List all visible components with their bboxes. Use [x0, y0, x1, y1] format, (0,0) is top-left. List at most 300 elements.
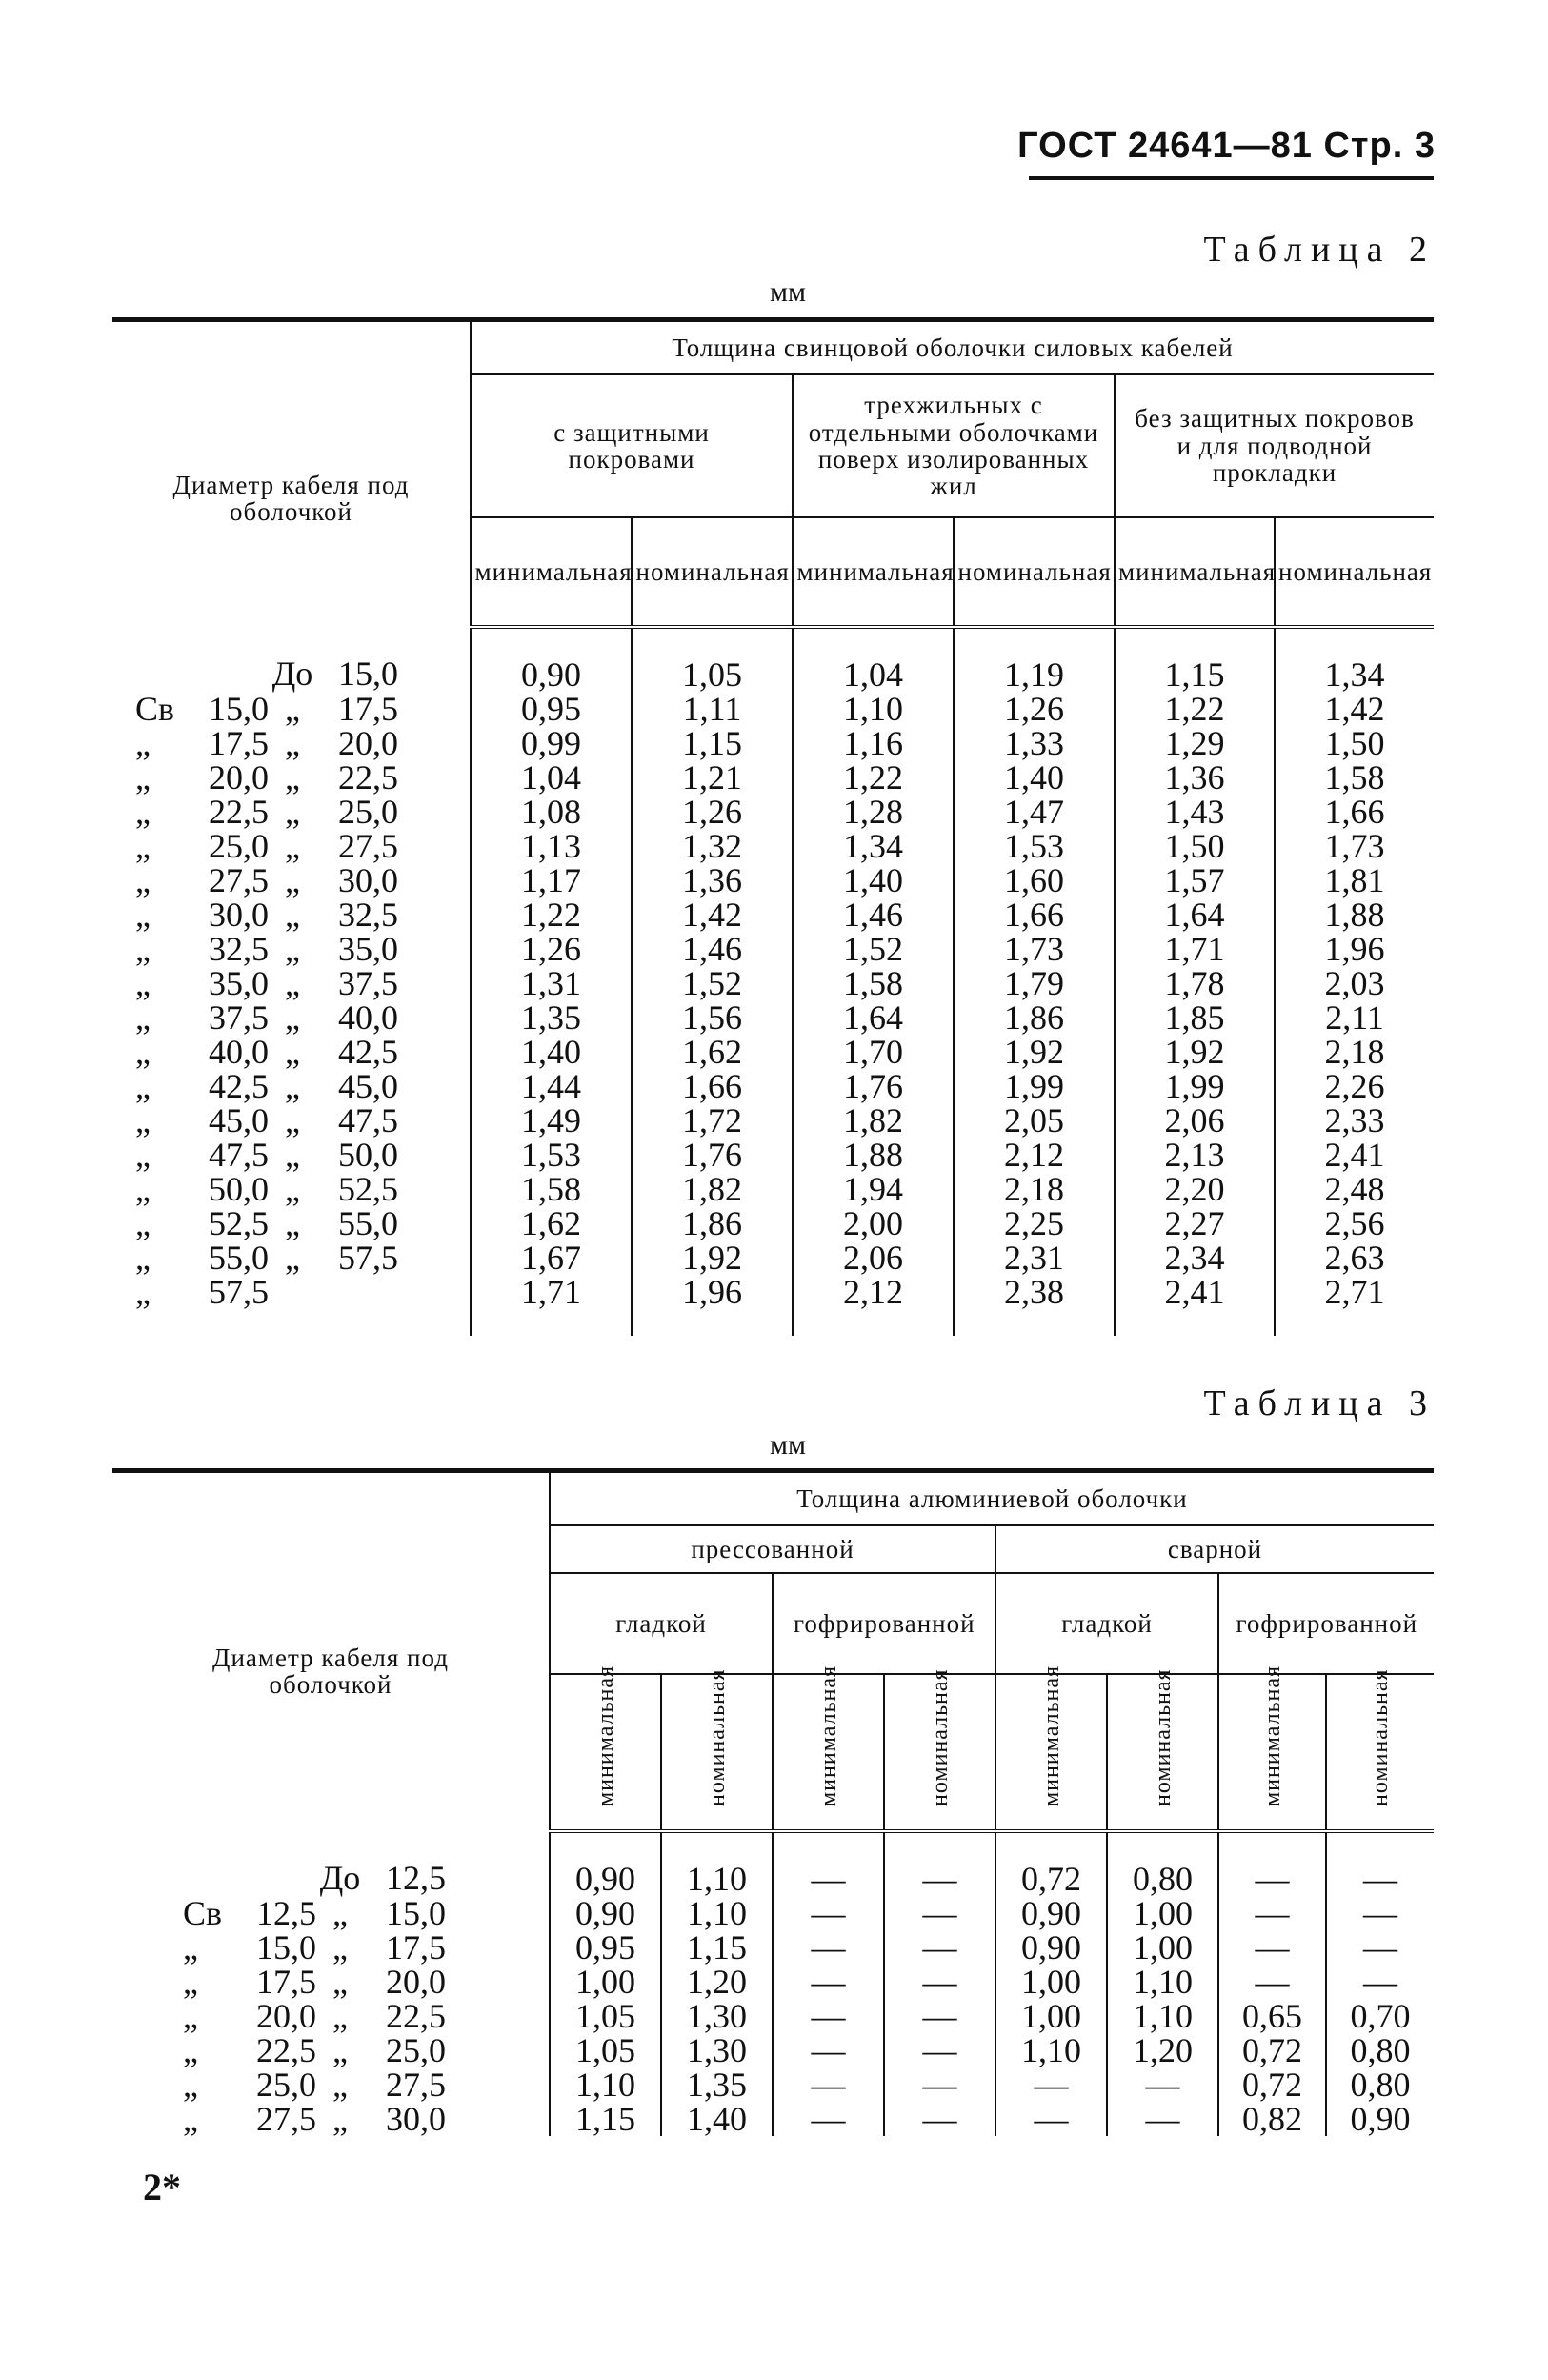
value-cell: 2,41 [1275, 1138, 1434, 1172]
value-cell: 1,33 [954, 726, 1115, 760]
diameter-b: 27,5 [338, 827, 398, 865]
table2-col-nom: номинальная [632, 517, 793, 627]
diameter-pfx: „ [183, 1963, 198, 2001]
value-cell: 1,71 [1115, 932, 1275, 966]
diameter-b: 15,0 [338, 655, 398, 693]
diameter-cell [112, 2033, 550, 2067]
value-cell: 1,05 [632, 627, 793, 692]
diameter-m: До [271, 655, 313, 693]
diameter-a: 27,5 [209, 861, 269, 899]
diameter-a: 22,5 [256, 2031, 316, 2069]
value-cell: 1,29 [1115, 726, 1275, 760]
table2 [112, 317, 1434, 1336]
table3-pressed-smooth: гладкой [550, 1573, 773, 1674]
value-cell: 2,03 [1275, 966, 1434, 1000]
value-cell: 1,10 [661, 1831, 773, 1896]
value-cell: 1,30 [661, 2033, 773, 2067]
value-cell: — [1218, 1831, 1326, 1896]
value-cell: 1,52 [632, 966, 793, 1000]
value-cell: 1,99 [1115, 1069, 1275, 1103]
table-row [112, 1103, 1434, 1138]
value-cell: 1,50 [1275, 726, 1434, 760]
diameter-cell [112, 1275, 471, 1336]
value-cell: 1,81 [1275, 863, 1434, 898]
value-cell: 1,22 [793, 760, 954, 795]
header-rule [1029, 176, 1434, 180]
value-cell: 1,35 [471, 1000, 632, 1035]
diameter-cell [112, 1930, 550, 1965]
value-cell: 1,56 [632, 1000, 793, 1035]
diameter-a: 25,0 [209, 827, 269, 865]
diameter-b: 30,0 [338, 861, 398, 899]
diameter-pfx: „ [135, 1067, 151, 1105]
diameter-b: 45,0 [338, 1067, 398, 1105]
value-cell: 1,46 [793, 898, 954, 932]
value-cell: 0,90 [550, 1831, 661, 1896]
value-cell: 1,42 [1275, 692, 1434, 726]
value-cell: 0,80 [1326, 2067, 1434, 2102]
diameter-m: „ [285, 998, 300, 1037]
value-cell: 1,66 [1275, 795, 1434, 829]
value-cell: — [1218, 1896, 1326, 1930]
diameter-m: „ [285, 930, 300, 968]
value-cell: — [773, 2033, 884, 2067]
value-cell: — [884, 1896, 995, 1930]
value-cell: — [884, 1999, 995, 2033]
value-cell: 1,15 [550, 2102, 661, 2136]
diameter-a: 42,5 [209, 1067, 269, 1105]
value-cell: 1,92 [1115, 1035, 1275, 1069]
value-cell: — [995, 2067, 1107, 2102]
value-cell: 2,34 [1115, 1240, 1275, 1275]
value-cell: 1,17 [471, 863, 632, 898]
value-cell: 1,62 [471, 1206, 632, 1240]
diameter-b: 22,5 [338, 758, 398, 797]
diameter-a: 15,0 [256, 1928, 316, 1967]
diameter-a: 15,0 [209, 690, 269, 728]
table-row [112, 1930, 1434, 1965]
table3-pressed-header: прессованной [550, 1525, 995, 1573]
value-cell: — [1326, 1930, 1434, 1965]
value-cell: 1,10 [1107, 1999, 1218, 2033]
value-cell: 1,19 [954, 627, 1115, 692]
diameter-cell [112, 795, 471, 829]
table2-subgroup-no-protection: без защитных покровов и для подводной прокладки [1115, 374, 1434, 517]
diameter-b: 20,0 [386, 1963, 446, 2001]
diameter-m: „ [285, 793, 300, 831]
value-cell: 1,10 [995, 2033, 1107, 2067]
value-cell: 1,60 [954, 863, 1115, 898]
diameter-pfx: „ [183, 1997, 198, 2035]
value-cell: 2,06 [793, 1240, 954, 1275]
value-cell: 1,00 [1107, 1896, 1218, 1930]
diameter-a: 35,0 [209, 964, 269, 1002]
diameter-cell [112, 1103, 471, 1138]
value-cell: 1,86 [632, 1206, 793, 1240]
table2-col-min: минимальная [793, 517, 954, 627]
value-cell: 1,31 [471, 966, 632, 1000]
value-cell: 2,06 [1115, 1103, 1275, 1138]
value-cell: 0,90 [471, 627, 632, 692]
value-cell: 1,66 [954, 898, 1115, 932]
value-cell: 1,58 [1275, 760, 1434, 795]
diameter-cell [112, 1831, 550, 1896]
diameter-cell [112, 1965, 550, 1999]
value-cell: 1,66 [632, 1069, 793, 1103]
diameter-pfx: „ [135, 1273, 151, 1311]
table-row [112, 1999, 1434, 2033]
value-cell: 0,82 [1218, 2102, 1326, 2136]
diameter-b: 15,0 [386, 1894, 446, 1932]
table2-caption: Таблица 2 [1203, 230, 1436, 270]
value-cell: 2,13 [1115, 1138, 1275, 1172]
diameter-m: „ [285, 1033, 300, 1071]
diameter-pfx: „ [135, 1239, 151, 1277]
diameter-b: 37,5 [338, 964, 398, 1002]
value-cell: 2,33 [1275, 1103, 1434, 1138]
value-cell: 0,72 [1218, 2033, 1326, 2067]
value-cell: 1,11 [632, 692, 793, 726]
value-cell: 1,28 [793, 795, 954, 829]
diameter-a: 37,5 [209, 998, 269, 1037]
diameter-m: „ [285, 896, 300, 934]
value-cell: 1,00 [995, 1999, 1107, 2033]
value-cell: 1,50 [1115, 829, 1275, 863]
value-cell: 1,00 [550, 1965, 661, 1999]
value-cell: — [884, 1930, 995, 1965]
value-cell: 1,26 [632, 795, 793, 829]
table-row [112, 1240, 1434, 1275]
table3-welded-corrugated: гофрированной [1218, 1573, 1434, 1674]
value-cell: 1,49 [471, 1103, 632, 1138]
value-cell: 0,90 [1326, 2102, 1434, 2136]
page-number: 2* [143, 2166, 181, 2209]
table3-col-nom: номинальная [884, 1674, 995, 1831]
value-cell: 1,76 [632, 1138, 793, 1172]
value-cell: — [773, 1999, 884, 2033]
table2-col-min: минимальная [471, 517, 632, 627]
value-cell: 1,99 [954, 1069, 1115, 1103]
diameter-b: 25,0 [338, 793, 398, 831]
value-cell: — [773, 1896, 884, 1930]
value-cell: 1,42 [632, 898, 793, 932]
table3-col-min: минимальная [1218, 1674, 1326, 1831]
diameter-pfx: „ [183, 2100, 198, 2138]
diameter-a: 12,5 [256, 1894, 316, 1932]
diameter-cell [112, 1138, 471, 1172]
table3-col-min: минимальная [995, 1674, 1107, 1831]
diameter-m: До [319, 1859, 361, 1897]
diameter-m: „ [285, 1239, 300, 1277]
diameter-pfx: „ [135, 930, 151, 968]
diameter-pfx: „ [135, 896, 151, 934]
value-cell: 1,43 [1115, 795, 1275, 829]
value-cell: 2,41 [1115, 1275, 1275, 1336]
diameter-b: 52,5 [338, 1170, 398, 1208]
value-cell: 1,00 [1107, 1930, 1218, 1965]
value-cell: 2,38 [954, 1275, 1115, 1336]
value-cell: 1,10 [661, 1896, 773, 1930]
diameter-pfx: „ [135, 793, 151, 831]
diameter-b: 20,0 [338, 724, 398, 762]
value-cell: 2,31 [954, 1240, 1115, 1275]
diameter-cell [112, 966, 471, 1000]
value-cell: — [1326, 1965, 1434, 1999]
diameter-a: 45,0 [209, 1101, 269, 1140]
value-cell: 2,26 [1275, 1069, 1434, 1103]
value-cell: 1,62 [632, 1035, 793, 1069]
value-cell: — [884, 1965, 995, 1999]
diameter-b: 12,5 [386, 1859, 446, 1897]
value-cell: 1,21 [632, 760, 793, 795]
value-cell: — [1326, 1831, 1434, 1896]
table-row [112, 1138, 1434, 1172]
diameter-cell [112, 692, 471, 726]
value-cell: 1,32 [632, 829, 793, 863]
diameter-a: 50,0 [209, 1170, 269, 1208]
value-cell: 1,79 [954, 966, 1115, 1000]
value-cell: 1,52 [793, 932, 954, 966]
value-cell: 1,26 [954, 692, 1115, 726]
diameter-a: 20,0 [256, 1997, 316, 2035]
value-cell: 1,10 [550, 2067, 661, 2102]
value-cell: 1,34 [1275, 627, 1434, 692]
diameter-cell [112, 2102, 550, 2136]
table3-col-min: минимальная [550, 1674, 661, 1831]
value-cell: 1,40 [954, 760, 1115, 795]
diameter-m: „ [285, 1067, 300, 1105]
value-cell: 1,76 [793, 1069, 954, 1103]
value-cell: 1,86 [954, 1000, 1115, 1035]
table-row [112, 1206, 1434, 1240]
value-cell: 2,18 [1275, 1035, 1434, 1069]
diameter-m: „ [332, 1963, 348, 2001]
value-cell: 0,95 [471, 692, 632, 726]
value-cell: — [1107, 2102, 1218, 2136]
value-cell: 1,71 [471, 1275, 632, 1336]
diameter-m: „ [285, 1136, 300, 1174]
value-cell: 1,96 [1275, 932, 1434, 966]
table-row [112, 1172, 1434, 1206]
page-header: ГОСТ 24641—81 Стр. 3 [1017, 126, 1436, 166]
value-cell: 2,11 [1275, 1000, 1434, 1035]
value-cell: 1,64 [793, 1000, 954, 1035]
diameter-cell [112, 760, 471, 795]
diameter-a: 55,0 [209, 1239, 269, 1277]
value-cell: 1,92 [954, 1035, 1115, 1069]
value-cell: 1,30 [661, 1999, 773, 2033]
value-cell: 2,18 [954, 1172, 1115, 1206]
diameter-m: „ [285, 690, 300, 728]
value-cell: — [773, 1930, 884, 1965]
value-cell: 2,48 [1275, 1172, 1434, 1206]
value-cell: — [1326, 1896, 1434, 1930]
diameter-cell [112, 1896, 550, 1930]
value-cell: 1,47 [954, 795, 1115, 829]
table3-col-nom: номинальная [661, 1674, 773, 1831]
value-cell: 1,10 [793, 692, 954, 726]
value-cell: 0,72 [1218, 2067, 1326, 2102]
table-row [112, 795, 1434, 829]
value-cell: 1,53 [471, 1138, 632, 1172]
diameter-pfx: „ [135, 998, 151, 1037]
value-cell: — [773, 2067, 884, 2102]
table-row [112, 829, 1434, 863]
value-cell: 1,22 [1115, 692, 1275, 726]
value-cell: 2,20 [1115, 1172, 1275, 1206]
value-cell: 1,05 [550, 2033, 661, 2067]
diameter-m: „ [332, 2066, 348, 2104]
table3-col-min: минимальная [773, 1674, 884, 1831]
diameter-b: 50,0 [338, 1136, 398, 1174]
diameter-m: „ [332, 2031, 348, 2069]
table2-group-header: Толщина свинцовой оболочки силовых кабелей [471, 320, 1434, 375]
table2-col-min: минимальная [1115, 517, 1275, 627]
diameter-cell [112, 1999, 550, 2033]
diameter-b: 30,0 [386, 2100, 446, 2138]
value-cell: 1,73 [1275, 829, 1434, 863]
table-row [112, 863, 1434, 898]
diameter-m: „ [332, 2100, 348, 2138]
table3-unit: мм [770, 1429, 806, 1461]
table-row [112, 760, 1434, 795]
diameter-b: 32,5 [338, 896, 398, 934]
value-cell: 2,71 [1275, 1275, 1434, 1336]
value-cell: 1,78 [1115, 966, 1275, 1000]
value-cell: 1,82 [632, 1172, 793, 1206]
diameter-pfx: Св [135, 690, 175, 728]
value-cell: 1,20 [661, 1965, 773, 1999]
value-cell: 0,72 [995, 1831, 1107, 1896]
value-cell: — [1218, 1965, 1326, 1999]
diameter-b: 57,5 [338, 1239, 398, 1277]
table3 [112, 1468, 1434, 2136]
diameter-m: „ [285, 1170, 300, 1208]
diameter-a: 20,0 [209, 758, 269, 797]
value-cell: 1,15 [632, 726, 793, 760]
table-row [112, 1965, 1434, 1999]
table2-subgroup-three-core: трехжильных с отдельными оболочками поверх изолированных жил [793, 374, 1115, 517]
diameter-b: 27,5 [386, 2066, 446, 2104]
diameter-pfx: „ [135, 1033, 151, 1071]
diameter-pfx: „ [135, 964, 151, 1002]
value-cell: 0,65 [1218, 1999, 1326, 2033]
diameter-pfx: „ [183, 1928, 198, 1967]
diameter-cell [112, 2067, 550, 2102]
value-cell: — [773, 1831, 884, 1896]
value-cell: 1,36 [1115, 760, 1275, 795]
value-cell: 1,40 [661, 2102, 773, 2136]
value-cell: — [773, 1965, 884, 1999]
diameter-b: 17,5 [386, 1928, 446, 1967]
diameter-cell [112, 627, 471, 692]
value-cell: 1,15 [1115, 627, 1275, 692]
value-cell: 1,70 [793, 1035, 954, 1069]
value-cell: 1,40 [471, 1035, 632, 1069]
diameter-pfx: „ [135, 827, 151, 865]
diameter-pfx: „ [183, 2031, 198, 2069]
table-row [112, 1831, 1434, 1896]
diameter-pfx: „ [135, 1136, 151, 1174]
diameter-cell [112, 1069, 471, 1103]
value-cell: 1,34 [793, 829, 954, 863]
value-cell: 1,20 [1107, 2033, 1218, 2067]
value-cell: 2,27 [1115, 1206, 1275, 1240]
table2-subgroup-protective: с защитными покровами [471, 374, 793, 517]
value-cell: 1,92 [632, 1240, 793, 1275]
table-row [112, 898, 1434, 932]
diameter-a: 52,5 [209, 1204, 269, 1242]
diameter-cell [112, 829, 471, 863]
table3-diameter-header: Диаметр кабеля под оболочкой [212, 1643, 449, 1699]
value-cell: 1,67 [471, 1240, 632, 1275]
value-cell: 2,25 [954, 1206, 1115, 1240]
value-cell: 1,16 [793, 726, 954, 760]
value-cell: — [884, 2102, 995, 2136]
diameter-b: 40,0 [338, 998, 398, 1037]
value-cell: 1,08 [471, 795, 632, 829]
value-cell: 1,36 [632, 863, 793, 898]
value-cell: 2,00 [793, 1206, 954, 1240]
diameter-m: „ [285, 758, 300, 797]
diameter-m: „ [285, 861, 300, 899]
value-cell: 1,22 [471, 898, 632, 932]
value-cell: 2,63 [1275, 1240, 1434, 1275]
diameter-a: 22,5 [209, 793, 269, 831]
value-cell: — [773, 2102, 884, 2136]
value-cell: 1,94 [793, 1172, 954, 1206]
diameter-b: 47,5 [338, 1101, 398, 1140]
table2-col-nom: номинальная [954, 517, 1115, 627]
value-cell: 1,57 [1115, 863, 1275, 898]
table2-col-nom: номинальная [1275, 517, 1434, 627]
diameter-pfx: „ [135, 861, 151, 899]
table-row [112, 2033, 1434, 2067]
value-cell: 1,00 [995, 1965, 1107, 1999]
table-row [112, 2102, 1434, 2136]
table3-pressed-corrugated: гофрированной [773, 1573, 995, 1674]
table-row [112, 1000, 1434, 1035]
value-cell: 0,90 [550, 1896, 661, 1930]
value-cell: 2,56 [1275, 1206, 1434, 1240]
table-row [112, 1069, 1434, 1103]
value-cell: 0,80 [1107, 1831, 1218, 1896]
value-cell: 0,80 [1326, 2033, 1434, 2067]
value-cell: 1,53 [954, 829, 1115, 863]
value-cell: — [1107, 2067, 1218, 2102]
value-cell: 1,04 [793, 627, 954, 692]
value-cell: 1,58 [793, 966, 954, 1000]
diameter-m: „ [332, 1928, 348, 1967]
diameter-a: 17,5 [209, 724, 269, 762]
diameter-cell [112, 898, 471, 932]
table2-unit: мм [770, 276, 806, 308]
value-cell: 0,90 [995, 1930, 1107, 1965]
diameter-a: 25,0 [256, 2066, 316, 2104]
value-cell: 2,12 [793, 1275, 954, 1336]
diameter-pfx: „ [135, 1101, 151, 1140]
value-cell: 0,70 [1326, 1999, 1434, 2033]
value-cell: — [1218, 1930, 1326, 1965]
table-row [112, 627, 1434, 692]
diameter-cell [112, 1206, 471, 1240]
diameter-m: „ [285, 1204, 300, 1242]
diameter-b: 42,5 [338, 1033, 398, 1071]
diameter-m: „ [285, 964, 300, 1002]
value-cell: 1,88 [1275, 898, 1434, 932]
diameter-b: 17,5 [338, 690, 398, 728]
value-cell: 0,90 [995, 1896, 1107, 1930]
